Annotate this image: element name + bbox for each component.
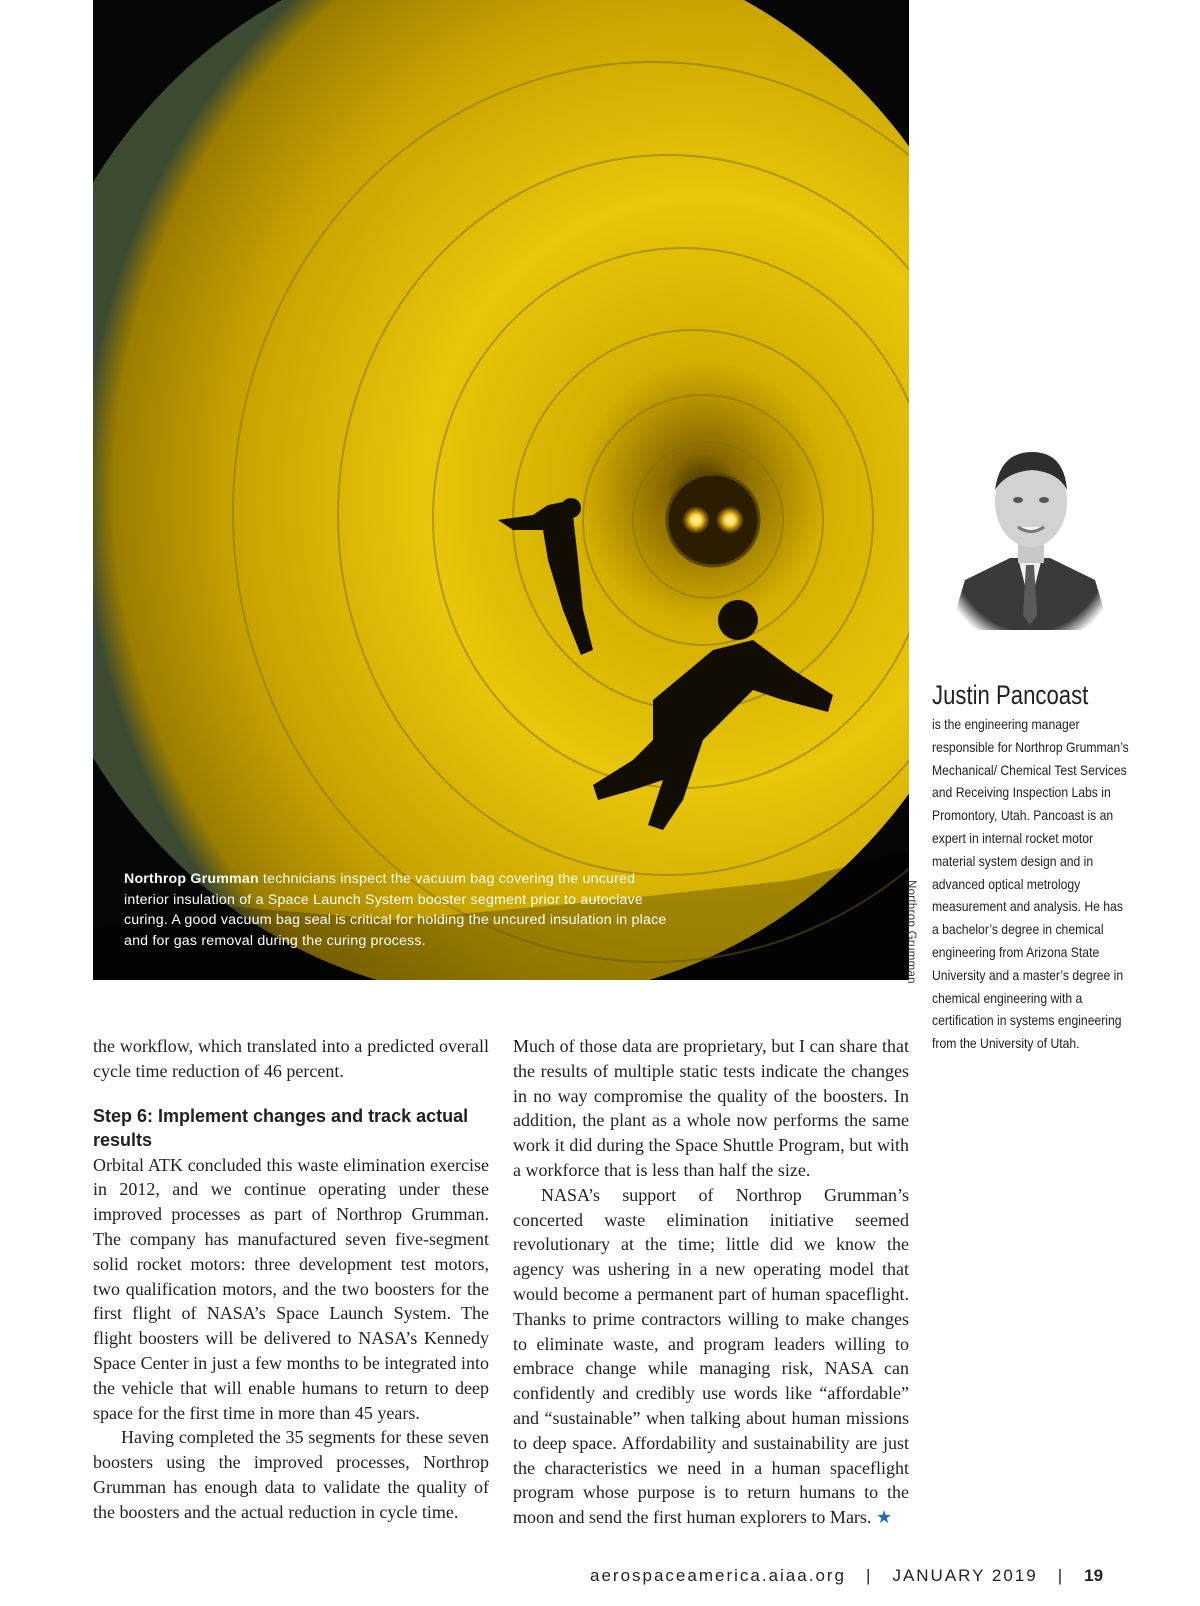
booster-interior-illustration	[93, 0, 909, 980]
section-heading: Step 6: Implement changes and track actual results	[93, 1105, 469, 1151]
page-number: 19	[1084, 1566, 1104, 1585]
author-name: Justin Pancoast	[932, 680, 1089, 710]
footer-site-url: aerospaceamerica.aiaa.org	[590, 1566, 847, 1585]
author-portrait	[940, 430, 1120, 650]
paragraph: the workflow, which translated into a predicted overall cycle time reduction of 46 percent.	[93, 1036, 489, 1081]
photo-credit: Northrop Grumman	[905, 880, 917, 984]
paragraph: Much of those data are proprietary, but I can share that the results of multiple static tests indicate the changes in no way compromise the quality of the boosters. In addition, the plant as a whole now performs the same work it did during the Space Shuttle Program, but with a workforce that is less than half the size.	[513, 1036, 909, 1180]
paragraph-final	[513, 1183, 909, 1530]
author-bio: is the engineering manager responsible for Northrop Grumman’s Mechanical/ Chemical Test Services and Receiving Inspection Labs in Promontory, Utah. Pancoast is an expert in internal rocket motor material system design and in advanced optical metrology measurement and analysis. He has a bachelor’s degree in chemical engineering from Arizona State University and a master’s degree in chemical engineering with a certification in systems engineering from the University of Utah.	[932, 716, 1129, 1052]
caption-lead: Northrop Grumman	[124, 871, 259, 887]
photo-caption	[124, 869, 684, 951]
page-footer	[590, 1566, 1130, 1586]
paragraph-text: NASA’s support of Northrop Grumman’s concerted waste elimination initiative seemed revolutionary at the time; little did we know the agency was ushering in a new operating model that would become a permanent part of human spaceflight. Thanks to prime contractors willing to make changes to eliminate waste, and program leaders willing to embrace change while managing risk, NASA can confidently and credibly use words like “affordable” and “sustainable” when talking about human missions to deep space. Affordability and sustainability are just the characteristics we need in a human spaceflight program whose purpose is to return humans to the moon and send the first human explorers to Mars.	[513, 1184, 909, 1528]
caption-text: technicians inspect the vacuum bag covering the uncured interior insulation of a Space Launch System booster segment prior to autoclave curing. A good vacuum bag seal is critical for holding the uncured insulation in place and for gas removal during the curing process.	[124, 871, 667, 949]
booster-segment-photo	[93, 0, 909, 980]
paragraph: Orbital ATK concluded this waste elimination exercise in 2012, and we continue operating under these improved processes as part of Northrop Grumman. The company has manufactured seven five-segment solid rocket motors: three development test motors, two qualification motors, and the two boosters for the first flight of NASA’s Space Launch System. The flight boosters will be delivered to NASA’s Kennedy Space Center in just a few months to be integrated into the vehicle that will enable humans to return to deep space for the first time in more than 45 years.	[93, 1154, 489, 1423]
article-column-right	[513, 1034, 909, 1530]
article-column-left	[93, 1034, 489, 1525]
footer-separator: |	[1057, 1566, 1065, 1585]
end-star-icon: ★	[875, 1507, 893, 1528]
footer-issue: JANUARY 2019	[892, 1566, 1038, 1585]
footer-separator: |	[866, 1566, 873, 1585]
paragraph: Having completed the 35 segments for these seven boosters using the improved processes, Northrop Grumman has enough data to validate the quality of the boosters and the actual reduction in cycle time.	[93, 1427, 489, 1522]
